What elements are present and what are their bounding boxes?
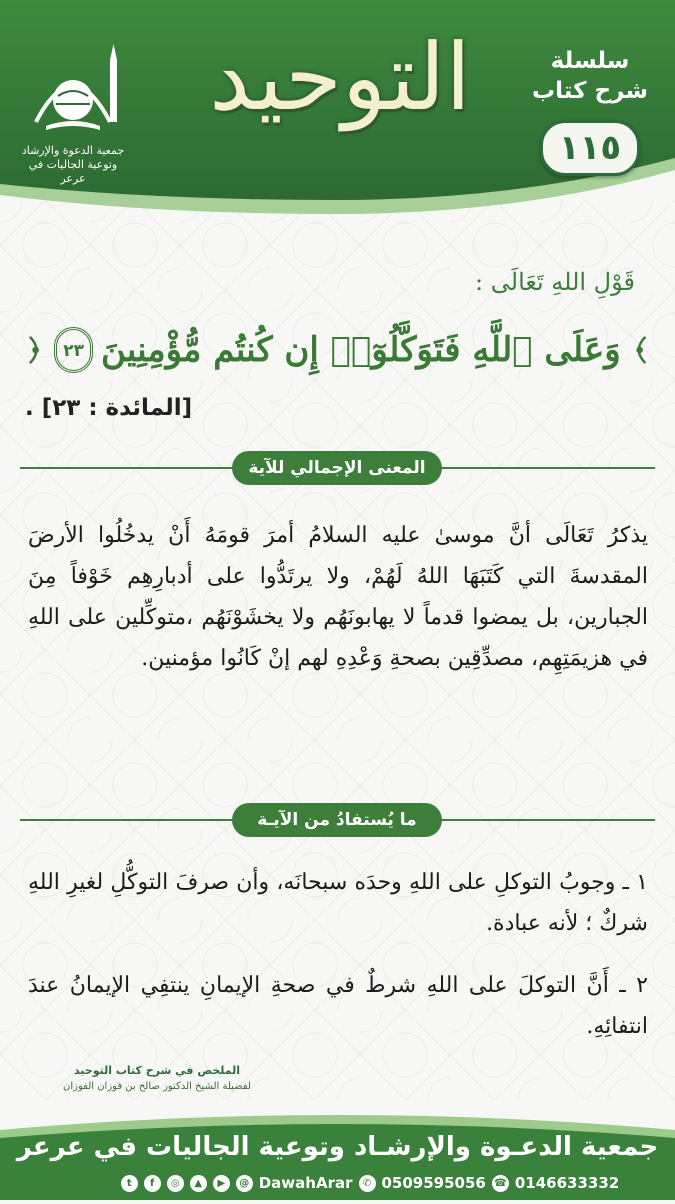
verse-bracket-open-icon — [629, 330, 650, 370]
youtube-icon[interactable]: ▶ — [213, 1175, 230, 1192]
benefit-item-1: ١ ـ وجوبُ التوكلِ على اللهِ وحدَه سبحانَه، وأن صرفَ التوكُّلِ لغيرِ اللهِ شركٌ ؛ لأنه عبادة. — [28, 870, 648, 936]
contact-bar — [70, 1172, 670, 1194]
logo-text-line2: وتوعية الجاليات في عرعر — [28, 158, 118, 185]
meaning-heading: المعنى الإجمالي للآية — [232, 451, 442, 485]
social-handle[interactable]: DawahArar — [258, 1174, 353, 1192]
source-citation — [22, 1063, 292, 1095]
at-icon[interactable]: @ — [236, 1175, 253, 1192]
verse-bracket-close-icon — [25, 330, 46, 370]
benefit-item-2: ٢ ـ أَنَّ التوكلَ على اللهِ شرطٌ في صحةِ الإيمانِ ينتفِي الإيمانُ عندَ انتفائِهِ. — [28, 973, 648, 1039]
verse-line — [25, 320, 650, 380]
series-label — [520, 46, 660, 106]
series-line2: شرح كتاب — [531, 78, 649, 104]
facebook-icon[interactable]: f — [144, 1175, 161, 1192]
ayah-number-marker: ٢٣ — [54, 327, 93, 373]
verse-intro: قَوْلِ اللهِ تَعَالَى : — [475, 268, 635, 296]
association-logo — [18, 30, 128, 185]
source-author: لفضيلة الشيخ الدكتور صالح بن فوزان الفوزان — [63, 1081, 251, 1092]
benefits-heading: ما يُستفادُ من الآيـة — [232, 803, 442, 837]
logo-text-line1: جمعية الدعوة والإرشاد — [21, 144, 125, 157]
mosque-globe-icon — [18, 30, 128, 142]
meaning-section-header — [0, 448, 675, 488]
episode-number-badge: ١١٥ — [540, 120, 640, 176]
main-title: التوحيد — [209, 24, 471, 131]
meaning-paragraph: يذكرُ تَعَالَى أنَّ موسىٰ عليه السلامُ أمرَ قومَهُ أَنْ يدخُلُوا الأرضَ المقدسةَ التي كَتَبَهَا اللهُ لَهُمْ، ولا يرتَدُّوا على أدبارِهِم خَوْفاً مِنَ الجبارين، بل يمضوا قدماً لا يهابونَهُم ولا يخشَوْنَهُم ،متوكِّلين على اللهِ في هزيمَتِهِم، مصدِّقِين بصحةِ وَعْدِهِ لهم إنْ كَانُوا مؤمنين. — [28, 523, 648, 671]
source-title: الملخص في شرح كتاب التوحيد — [73, 1064, 241, 1077]
benefits-section-header — [0, 800, 675, 840]
snapchat-icon[interactable]: ▲ — [190, 1175, 207, 1192]
whatsapp-number[interactable]: 0509595056 — [381, 1174, 486, 1192]
surah-reference: [المائدة : ٢٣] . — [25, 395, 193, 421]
whatsapp-icon[interactable]: ✆ — [359, 1175, 376, 1192]
verse-text: وَعَلَى ٱللَّهِ فَتَوَكَّلُوٓا۟ إِن كُنتُم مُّؤْمِنِينَ — [100, 330, 621, 370]
organization-name: جمعية الدعـوة والإرشـاد وتوعية الجاليات في عرعر — [16, 1132, 659, 1162]
header — [0, 0, 675, 215]
phone-icon[interactable]: ☎ — [492, 1175, 509, 1192]
twitter-icon[interactable]: t — [121, 1175, 138, 1192]
phone-number[interactable]: 0146633332 — [514, 1174, 620, 1192]
series-line1: سلسلة — [550, 48, 630, 74]
instagram-icon[interactable]: ◎ — [167, 1175, 184, 1192]
